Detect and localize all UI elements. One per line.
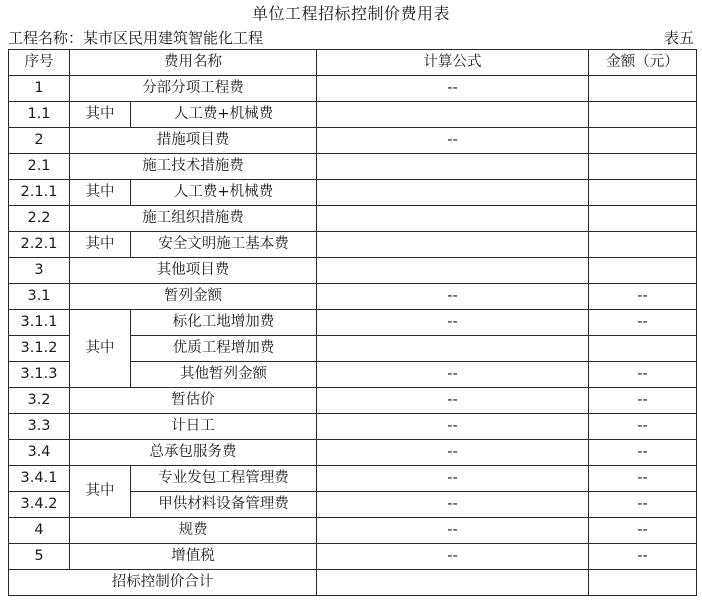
- row-formula: --: [317, 544, 589, 570]
- table-row: [9, 466, 697, 492]
- row-seq: 3.4.2: [9, 492, 70, 518]
- row-formula: [317, 336, 589, 362]
- row-name: 措施项目费: [70, 128, 317, 154]
- table-row: [9, 128, 697, 154]
- row-name: 其他暂列金额: [131, 362, 317, 388]
- row-name: 专业发包工程管理费: [131, 466, 317, 492]
- row-amount: --: [589, 362, 697, 388]
- row-seq: 2: [9, 128, 70, 154]
- row-formula: --: [317, 310, 589, 336]
- row-amount: [589, 206, 697, 232]
- row-amount: --: [589, 414, 697, 440]
- table-row: [9, 258, 697, 284]
- row-name: 优质工程增加费: [131, 336, 317, 362]
- row-seq: 4: [9, 518, 70, 544]
- row-amount: [589, 258, 697, 284]
- table-row: [9, 310, 697, 336]
- header-seq: 序号: [9, 50, 70, 76]
- table-number: 表五: [663, 29, 694, 47]
- row-formula: --: [317, 440, 589, 466]
- row-formula: --: [317, 518, 589, 544]
- project-name: 工程名称：某市区民用建筑智能化工程: [8, 29, 264, 47]
- row-seq: 2.2.1: [9, 232, 70, 258]
- row-seq: 2.1: [9, 154, 70, 180]
- row-formula: [317, 180, 589, 206]
- row-seq: 2.1.1: [9, 180, 70, 206]
- row-formula: --: [317, 362, 589, 388]
- row-formula: [317, 232, 589, 258]
- row-name: 标化工地增加费: [131, 310, 317, 336]
- project-info-line: [8, 27, 694, 49]
- row-seq: 3.1.1: [9, 310, 70, 336]
- row-formula: [317, 154, 589, 180]
- row-formula: --: [317, 414, 589, 440]
- row-seq: 5: [9, 544, 70, 570]
- row-name: 人工费+机械费: [131, 102, 317, 128]
- row-formula: --: [317, 388, 589, 414]
- qizhong-label: 其中: [70, 310, 131, 388]
- page-title: 单位工程招标控制价费用表: [251, 4, 450, 23]
- row-amount: [589, 154, 697, 180]
- row-formula: --: [317, 76, 589, 102]
- table-row: [9, 544, 697, 570]
- row-name: 暂列金额: [70, 284, 317, 310]
- row-seq: 1.1: [9, 102, 70, 128]
- row-name: 安全文明施工基本费: [131, 232, 317, 258]
- total-label: 招标控制价合计: [9, 570, 317, 596]
- qizhong-label: 其中: [70, 102, 131, 128]
- header-row: [9, 50, 697, 76]
- row-seq: 2.2: [9, 206, 70, 232]
- row-name: 增值税: [70, 544, 317, 570]
- row-seq: 3.2: [9, 388, 70, 414]
- row-formula: [317, 102, 589, 128]
- row-seq: 3.1: [9, 284, 70, 310]
- row-amount: --: [589, 518, 697, 544]
- row-name: 总承包服务费: [70, 440, 317, 466]
- row-formula: [317, 258, 589, 284]
- row-seq: 3.1.2: [9, 336, 70, 362]
- row-formula: --: [317, 284, 589, 310]
- row-amount: [589, 336, 697, 362]
- row-formula: --: [317, 466, 589, 492]
- row-amount: [589, 102, 697, 128]
- row-name: 其他项目费: [70, 258, 317, 284]
- row-name: 施工组织措施费: [70, 206, 317, 232]
- header-name: 费用名称: [70, 50, 317, 76]
- row-amount: --: [589, 388, 697, 414]
- fee-table: [8, 49, 697, 596]
- header-amount: 金额（元）: [589, 50, 697, 76]
- row-seq: 3: [9, 258, 70, 284]
- table-row: [9, 76, 697, 102]
- row-name: 甲供材料设备管理费: [131, 492, 317, 518]
- table-row: [9, 518, 697, 544]
- qizhong-label: 其中: [70, 180, 131, 206]
- row-seq: 1: [9, 76, 70, 102]
- table-row: [9, 102, 697, 128]
- header-formula: 计算公式: [317, 50, 589, 76]
- table-row: [9, 154, 697, 180]
- row-name: 规费: [70, 518, 317, 544]
- total-formula: [317, 570, 589, 596]
- row-amount: --: [589, 440, 697, 466]
- table-row: [9, 284, 697, 310]
- qizhong-label: 其中: [70, 232, 131, 258]
- row-formula: --: [317, 128, 589, 154]
- table-row: [9, 206, 697, 232]
- row-name: 人工费+机械费: [131, 180, 317, 206]
- row-seq: 3.4: [9, 440, 70, 466]
- row-amount: --: [589, 310, 697, 336]
- row-formula: --: [317, 492, 589, 518]
- row-amount: [589, 232, 697, 258]
- table-row: [9, 440, 697, 466]
- row-amount: --: [589, 466, 697, 492]
- row-seq: 3.3: [9, 414, 70, 440]
- total-amount: [589, 570, 697, 596]
- total-row: [9, 570, 697, 596]
- table-row: [9, 414, 697, 440]
- row-amount: --: [589, 544, 697, 570]
- row-amount: --: [589, 284, 697, 310]
- row-amount: [589, 180, 697, 206]
- row-amount: [589, 76, 697, 102]
- table-row: [9, 180, 697, 206]
- row-seq: 3.4.1: [9, 466, 70, 492]
- row-seq: 3.1.3: [9, 362, 70, 388]
- row-amount: [589, 128, 697, 154]
- table-row: [9, 388, 697, 414]
- row-name: 施工技术措施费: [70, 154, 317, 180]
- row-formula: [317, 206, 589, 232]
- row-amount: --: [589, 492, 697, 518]
- row-name: 计日工: [70, 414, 317, 440]
- table-row: [9, 232, 697, 258]
- row-name: 暂估价: [70, 388, 317, 414]
- row-name: 分部分项工程费: [70, 76, 317, 102]
- qizhong-label: 其中: [70, 466, 131, 518]
